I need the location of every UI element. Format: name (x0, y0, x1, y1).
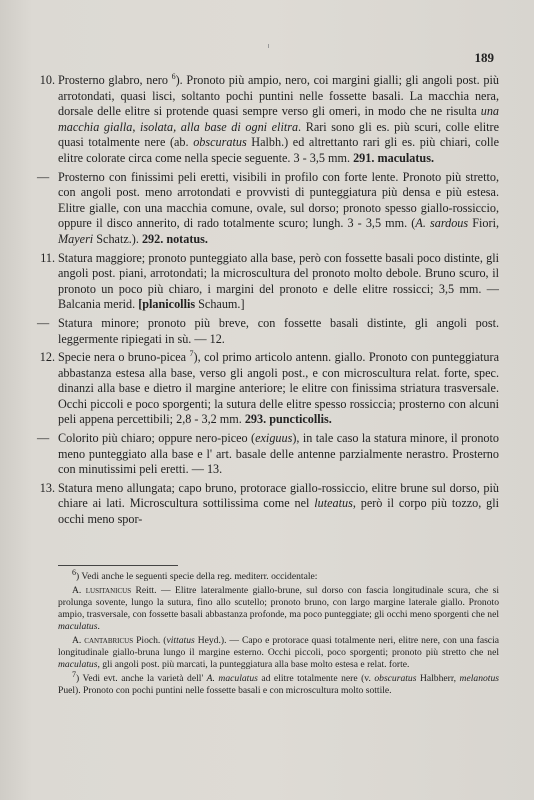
entry-number: 10. (39, 73, 55, 87)
entry-text: Statura minore; pronoto più breve, con fossette basali distinte, gli angoli post. leggermente ripiegati in sù. — 12. (58, 315, 499, 346)
species-result: 292. notatus. (141, 231, 208, 246)
entry-text: Specie nera o bruno-picea $^7$), col primo articolo antenn. giallo. Pronoto con punteggiatura abbastanza estesa alla base, verso gli angoli post., e con microscultura relat. forte, spec. dinanzi alla base e dietro il margine anteriore; le elitre con finissima striatura trasversale. Occhi piccoli e poco sporgenti; la sutura delle elitre spesso rossiccia; prosterno con alcuni peli appena percettibili; 2,8 - 3,2 mm. 293. puncticollis. (58, 349, 499, 427)
species-result: 291. maculatus. (353, 150, 434, 165)
footnote-6: $^6$) Vedi anche le seguenti specie della reg. mediterr. occidentale: (72, 567, 318, 582)
key-entry-12-alt (37, 431, 499, 478)
entry-number: 13. (39, 480, 55, 495)
scan-mark (268, 44, 269, 48)
key-entry-12 (39, 349, 499, 428)
key-entry-10 (39, 71, 499, 167)
key-body (37, 71, 499, 531)
entry-dash: — (37, 169, 50, 184)
footnote-rule (58, 565, 178, 566)
key-entry-11-alt (37, 315, 499, 347)
entry-text: Colorito più chiaro; oppure nero-piceo (exiguus), in tale caso la statura minore, il pronoto meno punteggiato alla base e l' art. basale delle antenne parzialmente nerastro. Prosterno con minutissimi peli eretti. — 13. (58, 431, 499, 477)
key-entry-10-alt (37, 169, 499, 248)
entry-text: Statura meno allungata; capo bruno, protorace giallo-rossiccio, elitre brune sul dorso, più chiare ai lati. Microscultura sottilissima come nel luteatus, però il corpo più tozzo, gli occhi meno spor- (58, 480, 499, 527)
footnote-7: $^7$) Vedi evt. anche la varietà dell' A. maculatus ad elitre totalmente nere (v. obscuratus Halbherr, melanotus Puel). Pronoto con pochi puntini nelle fossette basali e con microscultura molto sottile. (58, 669, 499, 696)
entry-number: 11. (40, 250, 55, 265)
footnotes (58, 567, 499, 699)
entry-text: Prosterno glabro, nero $^6$). Pronoto più ampio, nero, coi margini gialli; gli angoli post. più arrotondati, quasi lisci, soltanto pochi puntini nelle fossette basali. La macchia nera, dorsale delle elitre si protende quasi sempre verso gli omeri, in modo che ne risulta una macchia gialla, isolata, alla base di ogni elitra. Rari sono gli es. più scuri, colle elitre quasi totalmente nere (ab. obscuratus Halbh.) ed altrettanto rari gli es. più chiari, colle elitre colorate circa come nella specie seguente. 3 - 3,5 mm. 291. maculatus. (58, 71, 499, 165)
entry-text: Statura maggiore; pronoto punteggiato alla base, però con fossette basali poco distinte, gli angoli post. piani, arrotondati; la microscultura del pronoto molto debole. Bruno scuro, il pronoto un poco più chiaro, i margini del pronoto e delle elitre rossicci; 3,5 mm. — Balcania merid. [planicollis Schaum.] (58, 250, 499, 312)
entry-dash: — (37, 315, 50, 330)
entry-number: 12. (39, 350, 55, 365)
footnote-cantabricus: A. cantabricus Pioch. (vittatus Heyd.). — Capo e protorace quasi totalmente neri, elitre nere, con una fascia longitudinale giallo-bruna lungo il margine esterno. Occhi piccoli, poco sporgenti; pronoto più stretto che nel maculatus, gli angoli post. più marcati, la punteggiatura alla base molto estesa e relat. forte. (58, 635, 499, 670)
entry-dash: — (37, 431, 50, 446)
entry-text: Prosterno con finissimi peli eretti, visibili in profilo con forte lente. Pronoto più stretto, con angoli post. meno arrotondati e provvisti di punteggiatura più densa e più estesa. Elitre gialle, con una macchia comune, ovale, sul dorso; pronoto spesso giallo-rossiccio, oppure il disco annerito, di rado totalmente scuro; lungh. 3 - 3,5 mm. (A. sardous Fiori, Mayeri Schatz.). 292. notatus. (58, 169, 499, 246)
species-result: 293. puncticollis. (244, 412, 332, 427)
key-entry-11 (40, 250, 499, 313)
page-number: 189 (474, 50, 494, 65)
footnote-lusitanicus: A. lusitanicus Reitt. — Elitre lateralmente giallo-brune, sul dorso con fascia longitudinale scura, che si prolunga sovente, lungo la sutura, fino allo scutello; pronoto bruno, con largo margine laterale giallo. Pronoto ampio, trasversale, con fossette basali abbastanza profonde, ma poco punteggiate; gli occhi meno sporgenti che nel maculatus. (58, 585, 499, 632)
species-result: [planicollis (138, 297, 196, 312)
key-entry-13 (39, 480, 499, 528)
